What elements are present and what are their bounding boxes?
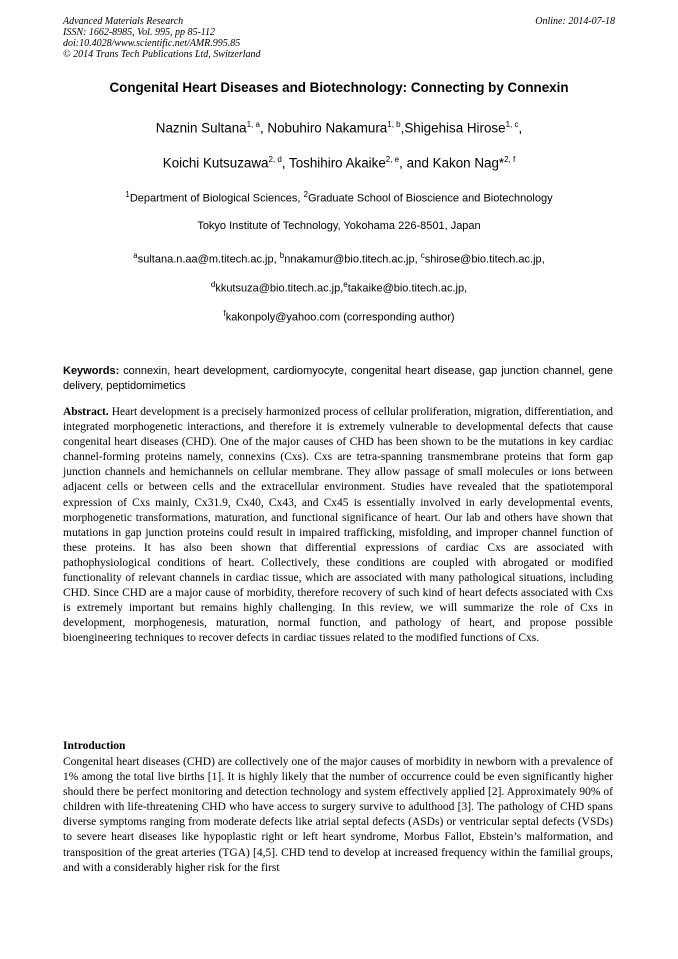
email-line-1: $^a$sultana.n.aa@m.titech.ac.jp, $^b$nnakamur@bio.titech.ac.jp, $^c$shirose@bio.titech.ac.jp, bbox=[133, 251, 545, 266]
author-line-2: Koichi Kutsuzawa$^{2, d}$, Toshihiro Akaike$^{2, e}$, and Kakon Nag*$^{2, f}$ bbox=[162, 155, 516, 171]
abstract-text: Heart development is a precisely harmonized process of cellular proliferation, migration, differentiation, and integrated morphogenetic interactions, and therefore it is extremely vulnerable to developmental defects that cause congenital heart diseases (CHD). One of the major causes of CHD has been shown to be the mutations in key cardiac channel-forming proteins namely, connexins (Cxs). Cxs are tetra-spanning transmembrane proteins that form gap junction channels and hemichannels on cellular membrane. They allow passage of small molecules or ions between adjacent cells or between cells and the extracellular environment. Studies have revealed that the spatiotemporal expression of Cxs mainly, Cx31.9, Cx40, Cx43, and Cx45 is essentially involved in early developmental events, morphogenetic transformations, maturation, and functional significance of heart. Our lab and others have shown that mutations in gap junction proteins could result in impaired trafficking, misfolding, and improper channel function of these proteins. It has also been shown that differential expressions of cardiac Cxs are associated with pathophysiological conditions of heart. Collectively, these conditions are coupled with abrogated or modified functionality of relevant channels in cardiac tissue, which are associated with many pathological situations, including CHD. Since CHD are a major cause of morbidity, therefore recovery of such kind of heart defects associated with Cxs is extremely important but remains highly challenging. In this review, we will summarize the role of Cxs in development, morphogenesis, maturation, normal function, and pathology of heart, and propose possible bioengineering techniques to recover defects in cardiac tissues related to the modified functions of Cxs. bbox=[63, 406, 613, 645]
author-affiliation-mark: 2, f bbox=[504, 155, 516, 164]
journal-name: Advanced Materials Research bbox=[63, 16, 184, 27]
email-line-2: $^d$kkutsuza@bio.titech.ac.jp,$^e$takaike@bio.titech.ac.jp, bbox=[210, 280, 468, 295]
affiliation-departments: $^1$Department of Biological Sciences, $^2$Graduate School of Bioscience and Biotechnology bbox=[125, 190, 553, 205]
email-address: sultana.n.aa@m.titech.ac.jp, bbox=[137, 253, 280, 266]
author-name: Koichi Kutsuzawa bbox=[162, 155, 269, 171]
author-name: Shigehisa Hirose bbox=[404, 120, 506, 136]
email-address: shirose@bio.titech.ac.jp, bbox=[424, 253, 545, 266]
author-name: Toshihiro Akaike bbox=[289, 155, 386, 171]
online-date: Online: 2014-07-18 bbox=[535, 16, 615, 27]
journal-doi: doi:10.4028/www.scientific.net/AMR.995.85 bbox=[63, 38, 241, 49]
keywords-label: Keywords: bbox=[63, 365, 120, 377]
introduction-heading: Introduction bbox=[63, 740, 126, 752]
email-address: nnakamur@bio.titech.ac.jp, bbox=[284, 253, 421, 266]
introduction-text: Congenital heart diseases (CHD) are collectively one of the major causes of morbidity in newborn with a prevalence of 1% among the total live births [1]. It is highly likely that the number of occurrence could be even significantly higher should there be perfect monitoring and detection technology and system effectively applied [2]. Approximately 90% of children with life-threatening CHD who have access to surgery survive to adulthood [3]. The pathology of CHD spans diverse symptoms ranging from moderate defects like atrial septal defects (ASDs) or ventricular septal defects (VSDs) to severe heart diseases like hypoplastic right or left heart syndrome, Morbus Fallot, Ebstein’s malformation, and transposition of the great arteries (TGA) [4,5]. CHD tend to develop at increased frequency within the familial groups, and with a considerably higher risk for the first bbox=[63, 756, 613, 874]
email-address: kkutsuza@bio.titech.ac.jp, bbox=[215, 282, 344, 295]
abstract-label: Abstract. bbox=[63, 406, 109, 418]
email-address-corresponding: kakonpoly@yahoo.com (corresponding author) bbox=[225, 311, 455, 324]
keywords-block bbox=[63, 364, 613, 394]
email-address: takaike@bio.titech.ac.jp, bbox=[347, 282, 468, 295]
author-name: Naznin Sultana bbox=[155, 120, 247, 136]
author-name: Kakon Nag* bbox=[432, 155, 505, 171]
author-affiliation-mark: 1, a bbox=[246, 120, 260, 129]
department-2: Graduate School of Bioscience and Biotechnology bbox=[307, 192, 553, 205]
journal-header bbox=[63, 16, 261, 60]
author-affiliation-mark: 2, d bbox=[268, 155, 282, 164]
author-affiliation-mark: 1, c bbox=[505, 120, 519, 129]
author-affiliation-mark: 2, e bbox=[385, 155, 400, 164]
department-1: Department of Biological Sciences, bbox=[129, 192, 304, 205]
journal-copyright: © 2014 Trans Tech Publications Ltd, Switzerland bbox=[63, 49, 261, 60]
journal-issn: ISSN: 1662-8985, Vol. 995, pp 85-112 bbox=[63, 27, 216, 38]
abstract-block bbox=[63, 405, 613, 647]
author-line-1: Naznin Sultana$^{1, a}$, Nobuhiro Nakamura$^{1, b}$,Shigehisa Hirose$^{1, c}$, bbox=[155, 120, 523, 136]
author-name: Nobuhiro Nakamura bbox=[267, 120, 388, 136]
affiliation-institute: Tokyo Institute of Technology, Yokohama 226-8501, Japan bbox=[197, 220, 481, 232]
paper-title: Congenital Heart Diseases and Biotechnology: Connecting by Connexin bbox=[109, 80, 569, 95]
author-affiliation-mark: 1, b bbox=[387, 120, 401, 129]
keywords-text: connexin, heart development, cardiomyocyte, congenital heart disease, gap junction channel, gene delivery, peptidomimetics bbox=[63, 365, 613, 392]
email-line-3: $^f$kakonpoly@yahoo.com (corresponding author) bbox=[223, 309, 455, 324]
